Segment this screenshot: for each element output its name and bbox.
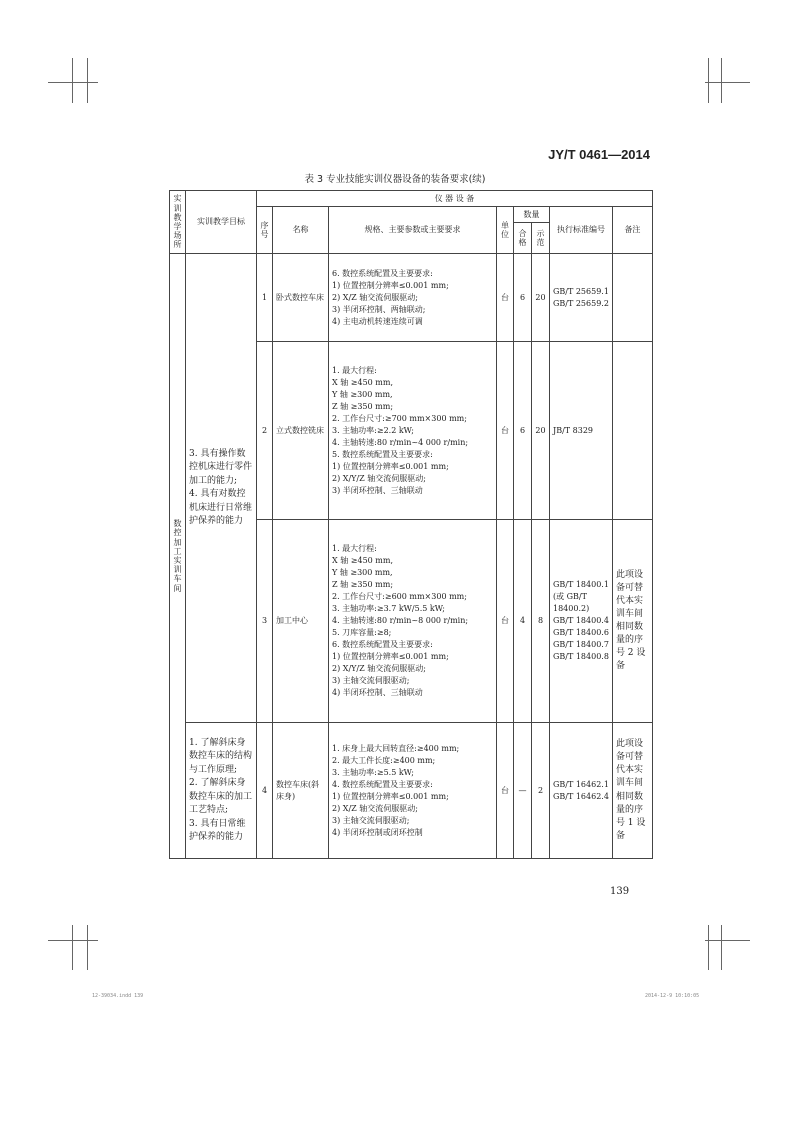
standard-cell xyxy=(550,254,613,342)
spec-line: 3. 主轴功率:≥5.5 kW; xyxy=(332,767,414,777)
spec-line: 4) 半闭环控制或闭环控制 xyxy=(332,827,423,837)
crop-mark xyxy=(72,58,73,103)
spec-line: 2) X/Y/Z 轴交流伺服驱动; xyxy=(332,664,426,673)
remark-cell: 此项设备可替代本实训车间相同数量的序号 2 设备 xyxy=(612,520,652,723)
standard-line: GB/T 18400.1 xyxy=(553,580,609,589)
spec-line: 4) 半闭环控制、三轴联动 xyxy=(332,688,423,697)
header-qty xyxy=(514,207,550,254)
spec-line: 3) 半闭环控制、两轴联动; xyxy=(332,304,426,314)
spec-line: 1) 位置控制分辨率≤0.001 mm; xyxy=(332,791,449,801)
crop-mark xyxy=(705,82,750,83)
spec-cell xyxy=(329,342,497,520)
standard-cell xyxy=(550,342,613,520)
table-caption: 表 3 专业技能实训仪器设备的装备要求(续) xyxy=(304,174,486,185)
spec-line: 5. 数控系统配置及主要要求: xyxy=(332,449,433,459)
unit-cell: 台 xyxy=(497,254,514,342)
standard-cell xyxy=(550,723,613,859)
table-row xyxy=(170,254,653,342)
spec-line: 1) 位置控制分辨率≤0.001 mm; xyxy=(332,280,449,290)
name-cell: 卧式数控车床 xyxy=(273,254,329,342)
spec-line: 2) X/Z 轴交流伺服驱动; xyxy=(332,803,418,813)
standard-code: JY/T 0461—2014 xyxy=(548,147,650,162)
spec-line: X 轴 ≥450 mm, xyxy=(332,377,394,387)
spec-line: 5. 刀库容量:≥8; xyxy=(332,628,392,637)
spec-cell xyxy=(329,520,497,723)
header-name: 名称 xyxy=(273,207,329,254)
spec-cell xyxy=(329,254,497,342)
spec-line: Z 轴 ≥350 mm; xyxy=(332,401,394,411)
name-cell: 加工中心 xyxy=(273,520,329,723)
crop-mark xyxy=(87,925,88,970)
standard-line: GB/T 18400.4 xyxy=(553,616,609,625)
header-seq: 序号 xyxy=(257,207,273,254)
spec-line: 2) X/Y/Z 轴交流伺服驱动; xyxy=(332,473,426,483)
crop-mark xyxy=(48,82,98,83)
spec-line: 3) 主轴交流伺服驱动; xyxy=(332,676,410,685)
seq-cell: 3 xyxy=(257,520,273,723)
page-number: 139 xyxy=(610,886,630,897)
spec-line: 6. 数控系统配置及主要要求: xyxy=(332,268,433,278)
spec-line: 3) 主轴交流伺服驱动; xyxy=(332,815,410,825)
seq-cell: 2 xyxy=(257,342,273,520)
unit-cell: 台 xyxy=(497,342,514,520)
spec-line: 3) 半闭环控制、三轴联动 xyxy=(332,485,423,495)
goal-cell: 1. 了解斜床身数控车床的结构与工作原理; 2. 了解斜床身数控车床的加工工艺特点; 3. 具有日常维护保养的能力 xyxy=(186,723,257,859)
standard-line: (或 GB/T xyxy=(553,592,587,601)
remark-cell xyxy=(612,342,652,520)
spec-line: 1. 最大行程: xyxy=(332,544,377,553)
footer-timestamp: 2014-12-9 10:10:05 xyxy=(645,993,700,999)
qty-b-cell: 2 xyxy=(532,723,550,859)
goal-cell: 3. 具有操作数控机床进行零件加工的能力; 4. 具有对数控机床进行日常维护保养的能力 xyxy=(186,254,257,723)
header-unit: 单位 xyxy=(497,207,514,254)
qty-a-cell: 4 xyxy=(514,520,532,723)
remark-cell xyxy=(612,254,652,342)
standard-line: GB/T 16462.1 xyxy=(553,779,609,789)
crop-mark xyxy=(721,58,722,103)
header-remark: 备注 xyxy=(612,207,652,254)
standard-cell xyxy=(550,520,613,723)
crop-mark xyxy=(87,58,88,103)
standard-line: GB/T 18400.8 xyxy=(553,652,609,661)
spec-line: 2. 最大工件长度:≥400 mm; xyxy=(332,755,436,765)
header-equipment: 仪 器 设 备 xyxy=(257,191,653,207)
remark-cell: 此项设备可替代本实训车间相同数量的序号 1 设备 xyxy=(612,723,652,859)
name-cell: 立式数控铣床 xyxy=(273,342,329,520)
table-row xyxy=(170,723,653,859)
spec-cell xyxy=(329,723,497,859)
spec-line: Y 轴 ≥300 mm, xyxy=(332,568,393,577)
header-place: 实训教学场所 xyxy=(170,191,186,254)
spec-line: 4. 主轴转速:80 r/min~4 000 r/min; xyxy=(332,437,469,447)
standard-line: GB/T 16462.4 xyxy=(553,791,609,801)
crop-mark xyxy=(72,925,73,970)
footer-file-info: 12-39034.indd 139 xyxy=(92,993,144,999)
spec-line: 1) 位置控制分辨率≤0.001 mm; xyxy=(332,652,449,661)
header-qty-label: 数量 xyxy=(514,207,549,223)
spec-line: 2. 工作台尺寸:≥600 mm×300 mm; xyxy=(332,592,467,601)
crop-mark xyxy=(48,940,98,941)
standard-line: 18400.2) xyxy=(553,604,590,613)
spec-line: 3. 主轴功率:≥3.7 kW/5.5 kW; xyxy=(332,604,445,613)
spec-line: Z 轴 ≥350 mm; xyxy=(332,580,394,589)
qty-b-cell: 8 xyxy=(532,520,550,723)
spec-line: X 轴 ≥450 mm, xyxy=(332,556,394,565)
place-cell: 数控加工实训车间 xyxy=(170,254,186,859)
spec-line: 4. 数控系统配置及主要要求: xyxy=(332,779,433,789)
standard-line: JB/T 8329 xyxy=(553,425,594,435)
spec-line: 1. 最大行程: xyxy=(332,365,377,375)
unit-cell: 台 xyxy=(497,723,514,859)
qty-a-cell: — xyxy=(514,723,532,859)
spec-line: 6. 数控系统配置及主要要求: xyxy=(332,640,433,649)
spec-line: 2) X/Z 轴交流伺服驱动; xyxy=(332,292,418,302)
qty-b-cell: 20 xyxy=(532,342,550,520)
spec-line: 4. 主轴转速:80 r/min~8 000 r/min; xyxy=(332,616,469,625)
spec-line: 2. 工作台尺寸:≥700 mm×300 mm; xyxy=(332,413,467,423)
standard-line: GB/T 18400.7 xyxy=(553,640,609,649)
name-cell: 数控车床(斜床身) xyxy=(273,723,329,859)
spec-line: 1) 位置控制分辨率≤0.001 mm; xyxy=(332,461,449,471)
crop-mark xyxy=(708,925,709,970)
standard-line: GB/T 18400.6 xyxy=(553,628,609,637)
crop-mark xyxy=(705,940,750,941)
spec-line: 4) 主电动机转速连续可调 xyxy=(332,316,423,326)
header-standard: 执行标准编号 xyxy=(550,207,613,254)
crop-mark xyxy=(721,925,722,970)
standard-line: GB/T 25659.2 xyxy=(553,298,609,308)
seq-cell: 1 xyxy=(257,254,273,342)
seq-cell: 4 xyxy=(257,723,273,859)
equipment-table xyxy=(169,190,653,859)
unit-cell: 台 xyxy=(497,520,514,723)
qty-a-cell: 6 xyxy=(514,342,532,520)
spec-line: 3. 主轴功率:≥2.2 kW; xyxy=(332,425,414,435)
qty-b-cell: 20 xyxy=(532,254,550,342)
header-goal: 实训教学目标 xyxy=(186,191,257,254)
header-qty-a: 合格 xyxy=(514,223,532,253)
qty-a-cell: 6 xyxy=(514,254,532,342)
header-qty-b: 示范 xyxy=(536,228,545,247)
standard-line: GB/T 25659.1 xyxy=(553,286,609,296)
header-spec: 规格、主要参数或主要要求 xyxy=(329,207,497,254)
crop-mark xyxy=(708,58,709,103)
spec-line: Y 轴 ≥300 mm, xyxy=(332,389,393,399)
spec-line: 1. 床身上最大回转直径:≥400 mm; xyxy=(332,743,460,753)
